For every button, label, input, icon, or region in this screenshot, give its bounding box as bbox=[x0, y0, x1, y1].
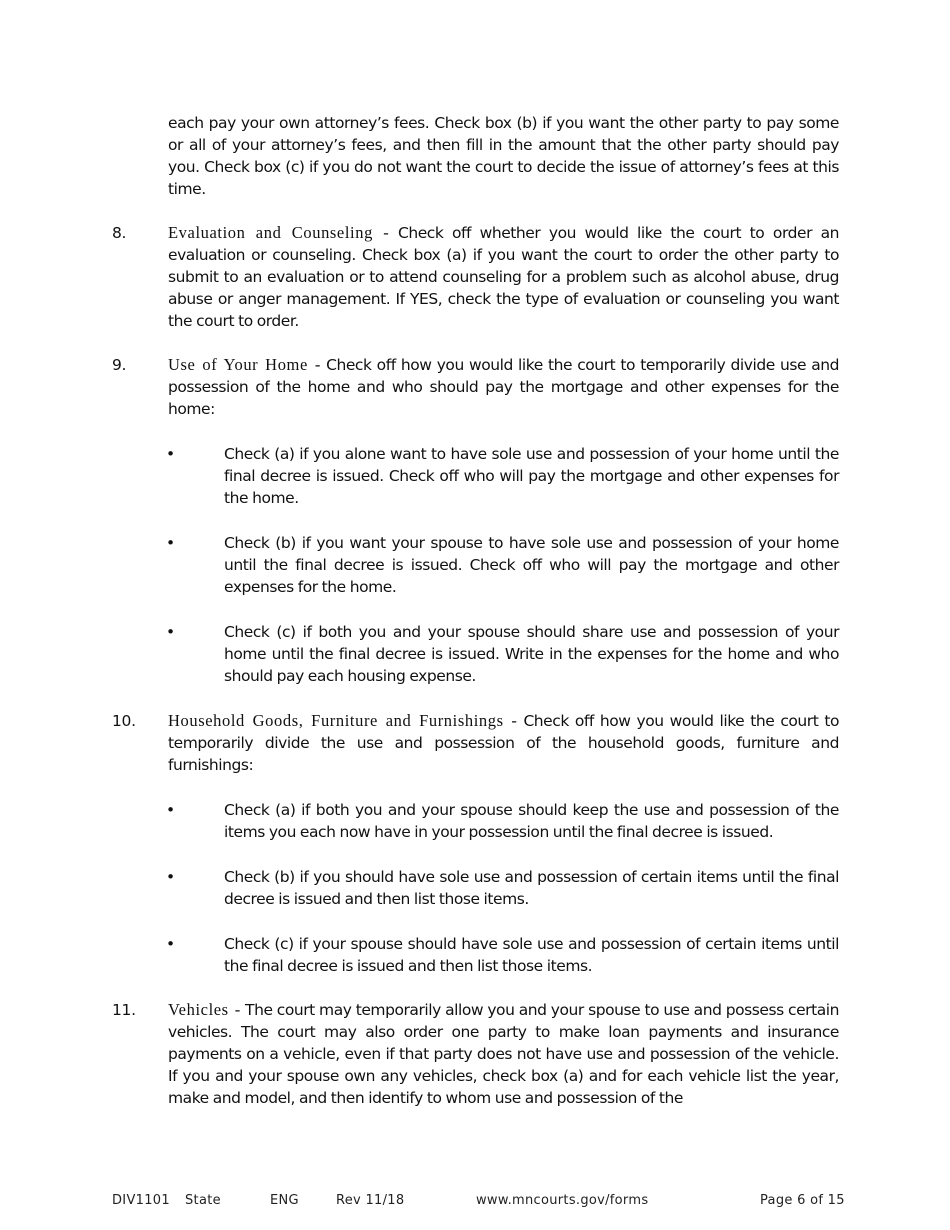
item-8-number: 8. bbox=[112, 224, 127, 242]
item-8-text: Check off whether you would like the court to order an evaluation or counseling. Check box (a) if you want the court to order the other party to submit to an evaluation or to attend counseling for a problem such as alcohol abuse, drug abuse or anger management. If YES, check the type of evaluation or counseling you want the court to order. bbox=[168, 224, 839, 330]
bullet-icon: • bbox=[166, 868, 176, 886]
footer-form-id: DIV1101 bbox=[112, 1193, 170, 1208]
item-10-bullet-c: Check (c) if your spouse should have sole use and possession of certain items until the final decree is issued and then list those items. bbox=[224, 935, 839, 975]
item-9-text: Check off how you would like the court to temporarily divide use and possession of the home and who should pay the mortgage and other expenses for the home: bbox=[168, 356, 840, 418]
item-10-text: Check off how you would like the court to temporarily divide the use and possession of the household goods, furniture and furnishings: bbox=[168, 712, 839, 774]
item-10-bullet-a: Check (a) if both you and your spouse should keep the use and possession of the items you each now have in your possession until the final decree is issued. bbox=[224, 801, 839, 841]
bullet-icon: • bbox=[166, 935, 176, 953]
bullet-icon: • bbox=[166, 534, 176, 552]
item-9-paragraph bbox=[168, 354, 839, 420]
item-9-heading: Use of Your Home - bbox=[168, 355, 321, 374]
item-10-bullet-b: Check (b) if you should have sole use and possession of certain items until the final decree is issued and then list those items. bbox=[224, 868, 839, 908]
bullet-icon: • bbox=[166, 801, 176, 819]
item-11-text: The court may temporarily allow you and your spouse to use and possess certain vehicles. The court may also order one party to make loan payments and insurance payments on a vehicle, even if that party does not have use and possession of the vehicle. If you and your spouse own any vehicles, check box (a) and for each vehicle list the year, make and model, and then identify to whom use and possession of the bbox=[168, 1001, 839, 1107]
footer-website: www.mncourts.gov/forms bbox=[476, 1193, 649, 1208]
footer-jurisdiction: State bbox=[185, 1193, 221, 1208]
item-11-heading: Vehicles - bbox=[168, 1000, 241, 1019]
item-8-heading: Evaluation and Counseling - bbox=[168, 223, 390, 242]
item-10-paragraph bbox=[168, 710, 839, 776]
item-11-paragraph bbox=[168, 999, 839, 1109]
item-10-heading: Household Goods, Furniture and Furnishings - bbox=[168, 711, 518, 730]
item-9-number: 9. bbox=[112, 356, 127, 374]
item-8-paragraph bbox=[168, 222, 839, 332]
footer-page-number: Page 6 of 15 bbox=[760, 1193, 845, 1208]
item-9-bullet-a: Check (a) if you alone want to have sole use and possession of your home until the final decree is issued. Check off who will pay the mortgage and other expenses for the home. bbox=[224, 445, 839, 507]
footer-language: ENG bbox=[270, 1193, 299, 1208]
item-9-bullet-c: Check (c) if both you and your spouse should share use and possession of your home until the final decree is issued. Write in the expenses for the home and who should pay each housing expense. bbox=[224, 623, 839, 685]
bullet-icon: • bbox=[166, 445, 176, 463]
footer-revision: Rev 11/18 bbox=[336, 1193, 405, 1208]
continuation-paragraph: each pay your own attorney’s fees. Check box (b) if you want the other party to pay some or all of your attorney’s fees, and then fill in the amount that the other party should pay you. Check box (c) if you do not want the court to decide the issue of attorney’s fees at this time. bbox=[168, 114, 839, 198]
item-11-number: 11. bbox=[112, 1001, 136, 1019]
item-10-number: 10. bbox=[112, 712, 136, 730]
bullet-icon: • bbox=[166, 623, 176, 641]
item-9-bullet-b: Check (b) if you want your spouse to have sole use and possession of your home until the final decree is issued. Check off who will pay the mortgage and other expenses for the home. bbox=[224, 534, 839, 596]
